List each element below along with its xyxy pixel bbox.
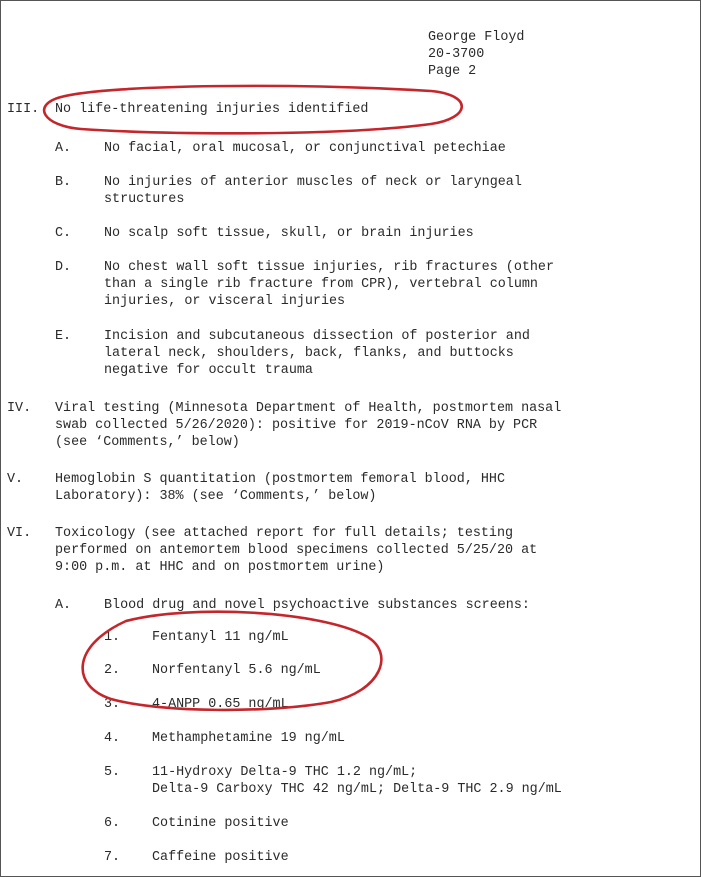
item-line: injuries, or visceral injuries (104, 294, 346, 309)
toxicology-result (152, 764, 562, 798)
list-item (104, 328, 530, 379)
subsection-title: Blood drug and novel psychoactive substances screens: (104, 598, 530, 613)
toxicology-result: Methamphetamine 19 ng/mL (152, 731, 345, 746)
section-body (55, 525, 537, 576)
item-line: structures (104, 192, 185, 207)
list-item (104, 140, 506, 157)
section-title: No life-threatening injuries identified (55, 102, 369, 117)
item-label: C. (55, 226, 72, 241)
toxicology-result: Norfentanyl 5.6 ng/mL (152, 663, 321, 678)
item-line: No injuries of anterior muscles of neck or laryngeal (104, 175, 522, 190)
section-body (55, 400, 561, 451)
case-number: 20-3700 (428, 47, 485, 62)
section-number: V. (7, 472, 24, 487)
section-line: 9:00 p.m. at HHC and on postmortem urine) (55, 560, 385, 575)
toxicology-result: Cotinine positive (152, 816, 289, 831)
subsection-label: A. (55, 598, 72, 613)
item-label: B. (55, 175, 72, 190)
result-line: 11-Hydroxy Delta-9 THC 1.2 ng/mL; (152, 765, 418, 780)
section-line: Toxicology (see attached report for full details; testing (55, 526, 514, 541)
section-line: performed on antemortem blood specimens collected 5/25/20 at (55, 543, 538, 558)
item-line: than a single rib fracture from CPR), vertebral column (104, 277, 538, 292)
item-label: 7. (104, 850, 121, 865)
list-item (104, 225, 474, 242)
section-number: IV. (7, 401, 32, 416)
toxicology-result: Fentanyl 11 ng/mL (152, 630, 289, 645)
item-label: D. (55, 260, 72, 275)
list-item (104, 259, 554, 310)
item-label: 2. (104, 663, 121, 678)
page-header (428, 29, 524, 80)
page-number: Page 2 (428, 64, 477, 79)
item-line: No scalp soft tissue, skull, or brain injuries (104, 226, 474, 241)
result-line: Delta-9 Carboxy THC 42 ng/mL; Delta-9 THC 2.9 ng/mL (152, 782, 562, 797)
item-label: 6. (104, 816, 121, 831)
section-body (55, 471, 505, 505)
list-item (104, 174, 522, 208)
item-label: 5. (104, 765, 121, 780)
section-number: III. (7, 102, 40, 117)
section-line: Laboratory): 38% (see ‘Comments,’ below) (55, 489, 377, 504)
section-line: Hemoglobin S quantitation (postmortem femoral blood, HHC (55, 472, 505, 487)
subject-name: George Floyd (428, 30, 525, 45)
item-line: Incision and subcutaneous dissection of posterior and (104, 329, 530, 344)
item-line: negative for occult trauma (104, 363, 313, 378)
toxicology-result: Caffeine positive (152, 850, 289, 865)
section-line: Viral testing (Minnesota Department of Health, postmortem nasal (55, 401, 562, 416)
toxicology-result: 4-ANPP 0.65 ng/mL (152, 697, 289, 712)
item-label: 3. (104, 697, 121, 712)
item-label: A. (55, 141, 72, 156)
section-number: VI. (7, 526, 32, 541)
section-line: (see ‘Comments,’ below) (55, 435, 240, 450)
item-line: lateral neck, shoulders, back, flanks, and buttocks (104, 346, 514, 361)
item-label: 1. (104, 630, 121, 645)
item-line: No facial, oral mucosal, or conjunctival petechiae (104, 141, 506, 156)
item-label: 4. (104, 731, 121, 746)
item-label: E. (55, 329, 72, 344)
section-line: swab collected 5/26/2020): positive for 2019-nCoV RNA by PCR (55, 418, 538, 433)
item-line: No chest wall soft tissue injuries, rib fractures (other (104, 260, 554, 275)
